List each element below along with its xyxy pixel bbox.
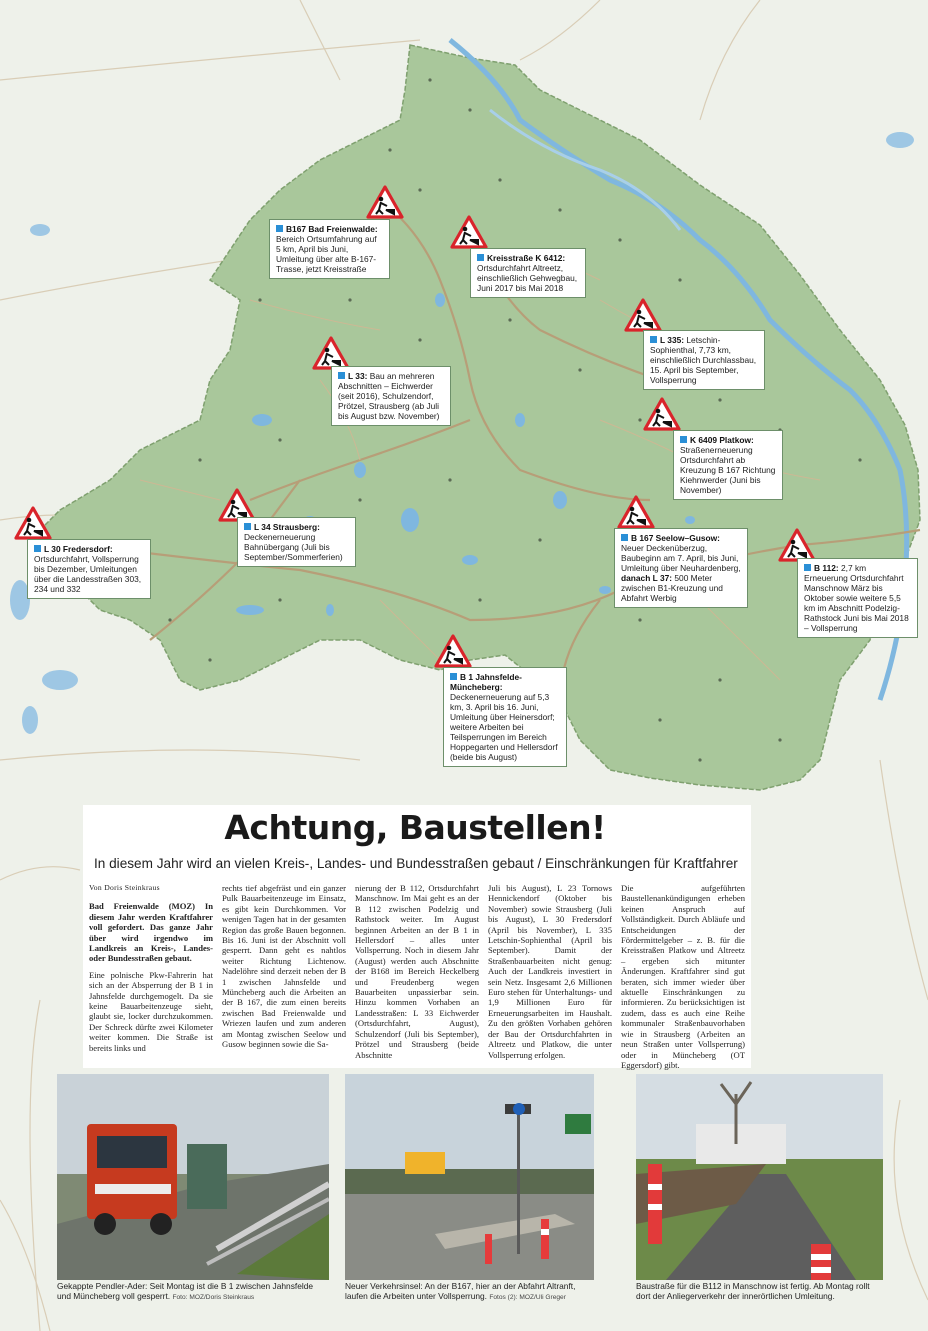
caption-2: Neuer Verkehrsinsel: An der B167, hier an der Abfahrt Altranft, laufen die Arbeiten unter Vollsperrung. Fotos (2): MOZ/Uli Greger (345, 1281, 576, 1301)
article-column-2 (222, 883, 346, 1050)
construction-sign-icon (778, 528, 816, 562)
callout-k6412-altreetz: Kreisstraße K 6412: Ortsdurchfahrt Altreetz, einschließlich Gehwegbau, Juni 2017 bis Mai 2018 (470, 248, 586, 298)
construction-sign-icon (366, 185, 404, 219)
paragraph: Eine polnische Pkw-Fahrerin hat sich an der Absperrung der B 1 in Jahnsfelde durchgemogelt. Da sie keine Bauarbeitenzeuge sieht, glaubt sie, locker durchzukommen. Der Schreck dürfte zwei Kilometer weiter kommen. Die Straße ist bereits links und (89, 969, 213, 1053)
caption-1: Gekappte Pendler-Ader: Seit Montag ist die B 1 zwischen Jahnsfelde und Müncheberg voll gesperrt. Foto: MOZ/Doris Steinkraus (57, 1281, 314, 1301)
paragraph: nierung der B 112, Ortsdurchfahrt Manschnow. Im Mai geht es an der B 112 zwischen Podelzig und Rathstock weiter. Im August beginnen Arbeiten an der B 1 in Hellersdorf – alles unter Vollsperrung. Noch in diesem Jahr (August) werden auch Abschnitte der B168 im Bereich Heckelberg und Freudenberg wegen Bauarbeiten unpassierbar sein. Hinzu kommen Vorhaben an Landesstraßen: L 33 Eichwerder (Ortsdurchfahrt, August), Schulzendorf (Juli bis September), Prötzel und Strausberg (beide Abschnitte (355, 883, 479, 1060)
photo-traffic-island (345, 1074, 594, 1280)
construction-sign-icon (312, 336, 350, 370)
paragraph: Juli bis August), L 23 Tornows Hennickendorf (Oktober bis November) sowie Strausberg (Juli bis August), L 30 Fredersdorf (April bis November), L 335 Letschin-Sophienthal (April bis September). Damit der Straßenbauarbeiten nicht genug: Auch der Landkreis investiert in sein Netz. Insgesamt 2,6 Millionen Euro stehen für Unterhaltungs- und 1,9 Millionen Euro für Erneuerungsarbeiten im Haushalt. Zu den größten Vorhaben gehören der Bau der Ortsdurchfahrten in Altreetz und Platkow, die unter Vollsperrung erfolgen. (488, 883, 612, 1060)
callout-b167-seelow-gusow: B 167 Seelow–Gusow: Neuer Deckenüberzug, Baubeginn am 7. April, bis Juni, Umleitung über Neuhardenberg, danach L 37: 500 Meter zwischen B1-Kreuzung und Abfahrt Werbig (614, 528, 748, 608)
byline: Von Doris Steinkraus (89, 883, 160, 892)
callout-b167-bad-freienwalde: B167 Bad Freienwalde: Bereich Ortsumfahrung auf 5 km, April bis Juni, Umleitung über alte B-167-Trasse, jetzt Kreisstraße (269, 219, 390, 279)
callout-b112: B 112: 2,7 km Erneuerung Ortsdurchfahrt Manschnow März bis Oktober sowie weitere 5,5 km im Abschnitt Podelzig-Rathstock Juni bis Mai 2018 – Vollsperrung (797, 558, 918, 638)
construction-sign-icon (434, 634, 472, 668)
article-column-4 (488, 883, 612, 1060)
photo-construction-road (636, 1074, 883, 1280)
article-column-3 (355, 883, 479, 1060)
construction-sign-icon (450, 215, 488, 249)
callout-l335: L 335: Letschin-Sophienthal, 7,73 km, einschließlich Durchlassbau, 15. April bis September, Vollsperrung (643, 330, 765, 390)
article-column-1 (89, 883, 213, 1053)
construction-sign-icon (617, 495, 655, 529)
paragraph: rechts tief abgefräst und ein ganzer Pulk Bauarbeitenzeuge im Einsatz, es gibt kein Durchkommen. Vor wenigen Tagen hat in der gesamten Region das große Bauen begonnen. Bis 16. Juni ist der Abschnitt voll gesperrt. Dann geht es nahtlos weiter Richtung Lichtenow. Nadelöhre sind derzeit neben der B 1 zwischen Jahnsfelde und Müncheberg auch die Arbeiten an der B 167, die zum einen bereits zwischen Bad Freienwalde und Wriezen laufen und zum anderen am Montag zwischen Seelow und Gusow beginnen sowie die Sa- (222, 883, 346, 1050)
callout-l34-strausberg: L 34 Strausberg: Deckenerneuerung Bahnübergang (Juli bis September/Sommerferien) (237, 517, 356, 567)
construction-sign-icon (643, 397, 681, 431)
construction-sign-icon (624, 298, 662, 332)
lead-paragraph: Bad Freienwalde (MOZ) In diesem Jahr werden Kraftfahrer voll gefordert. Das ganze Jahr über wird irgendwo im Landkreis an Kreis-, Landes- oder Bundesstraßen gebaut. (89, 901, 213, 964)
construction-sign-icon (14, 506, 52, 540)
callout-l33: L 33: Bau an mehreren Abschnitten – Eichwerder (seit 2016), Schulzendorf, Prötzel, Strausberg (ab Juli bis August bzw. November) (331, 366, 451, 426)
article-column-5 (621, 883, 745, 1070)
headline: Achtung, Baustellen! (224, 808, 606, 847)
caption-3: Baustraße für die B112 in Manschnow ist fertig. Ab Montag rollt dort der Anliegerverkehr der innerörtlichen Umleitung. (636, 1281, 870, 1301)
subheadline: In diesem Jahr wird an vielen Kreis-, Landes- und Bundesstraßen gebaut / Einschränkungen für Kraftfahrer (94, 856, 738, 871)
callout-k6409-platkow: K 6409 Platkow: Straßenerneuerung Ortsdurchfahrt ab Kreuzung B 167 Richtung Kiehnwerder (Juni bis November) (673, 430, 783, 500)
callout-b1-jahnsfelde: B 1 Jahnsfelde-Müncheberg: Deckenerneuerung auf 5,3 km, 3. April bis 16. Juni, Umleitung über Heinersdorf; weitere Arbeiten bei Teilsperrungen im Bereich Hoppegarten und Hellersdorf (beide bis August) (443, 667, 567, 767)
paragraph: Die aufgeführten Baustellenankündigungen erheben keinen Anspruch auf Vollständigkeit. Durch Abläufe und Entscheidungen der Fördermittelgeber – z. B. für die Kreisstraßen Platkow und Altreetz – ergeben sich mitunter Änderungen. Kraftfahrer sind gut beraten, sich immer wieder über aktuelle Einschränkungen zu informieren. Zu berücksichtigen ist zudem, dass es auch eine Reihe kommunaler Straßenbauvorhaben wie in Strausberg (Arbeiten an neun Straßen unter Vollsperrung) oder in Müncheberg (OT Eggersdorf) gibt. (621, 883, 745, 1070)
callout-l30-fredersdorf: L 30 Fredersdorf: Ortsdurchfahrt, Vollsperrung bis Dezember, Umleitungen über die Landesstraßen 303, 234 und 332 (27, 539, 151, 599)
photo-truck (57, 1074, 329, 1280)
